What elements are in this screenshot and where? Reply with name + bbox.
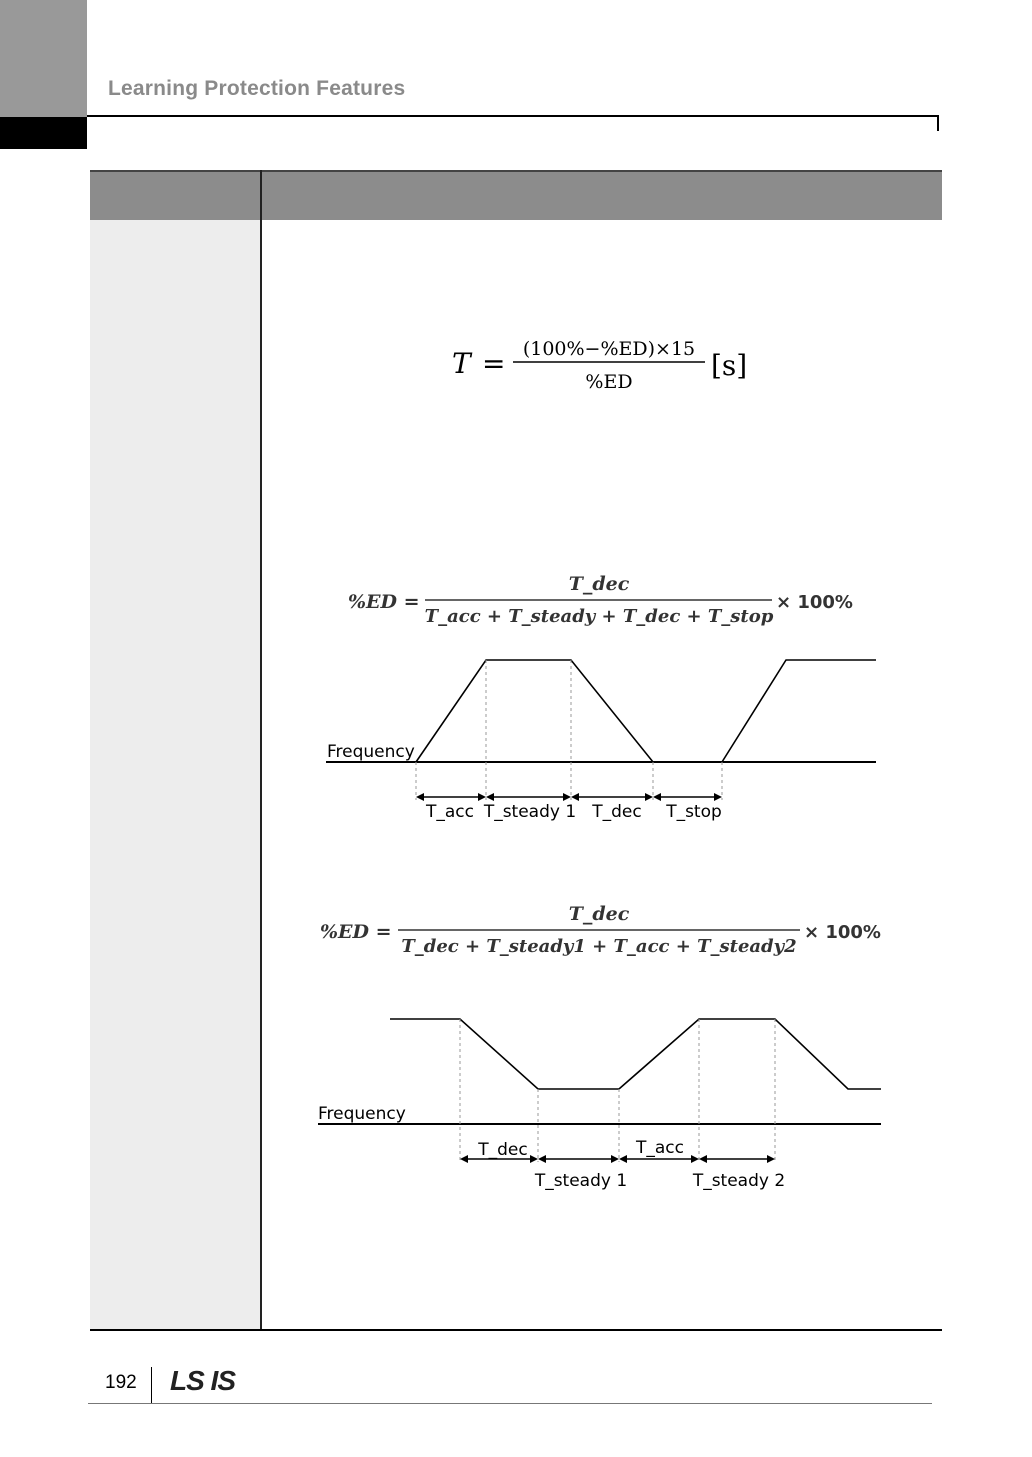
formula-ed2-numerator: T_dec — [568, 903, 630, 925]
table-bottom-rule — [90, 1329, 942, 1331]
formula-main-equals: = — [482, 347, 506, 380]
column-divider — [260, 170, 262, 1329]
diagram2-label-t-steady2: T_steady 2 — [692, 1171, 786, 1191]
ls-is-logo: LS IS — [170, 1365, 236, 1396]
formula-main-lhs: T — [452, 347, 471, 380]
diagram2-axis-label: Frequency — [318, 1104, 406, 1124]
footer-rule — [88, 1403, 932, 1404]
diagram2-label-t-steady1: T_steady 1 — [534, 1171, 628, 1191]
header-black-tab — [0, 117, 87, 149]
section-title: Learning Protection Features — [108, 77, 406, 100]
formula-ed2-denominator: T_dec + T_steady1 + T_acc + T_steady2 — [401, 936, 797, 957]
header-gray-tab — [0, 0, 87, 117]
title-rule — [87, 115, 939, 117]
diagram1-label-t-dec: T_dec — [592, 802, 642, 822]
formula-main-unit: [s] — [711, 349, 748, 382]
formula-ed2-lhs: %ED = — [320, 921, 392, 943]
diagram1-label-t-stop: T_stop — [666, 802, 722, 822]
page-number: 192 — [105, 1372, 137, 1393]
table-header-left — [90, 170, 260, 220]
formula-ed1-lhs: %ED = — [348, 591, 420, 613]
diagram1-axis-label: Frequency — [327, 742, 415, 762]
diagram2-label-t-acc: T_acc — [636, 1138, 684, 1158]
formula-ed1-numerator: T_dec — [568, 573, 630, 595]
footer-separator — [151, 1367, 152, 1404]
formula-main-numerator: (100%−%ED)×15 — [522, 338, 696, 360]
diagram1-label-t-steady1: T_steady 1 — [483, 802, 577, 822]
title-rule-tick — [937, 115, 939, 131]
formula-main-denominator: %ED — [585, 371, 633, 393]
formula-ed2-multiplier: × 100% — [804, 922, 881, 943]
table-body-left-cell — [90, 220, 260, 1329]
table-header-right — [261, 170, 942, 220]
diagram2-label-t-dec: T_dec — [478, 1140, 528, 1160]
diagram1-label-t-acc: T_acc — [426, 802, 474, 822]
formula-ed1-denominator: T_acc + T_steady + T_dec + T_stop — [424, 606, 774, 627]
parameter-table — [90, 170, 942, 1331]
formula-ed1-multiplier: × 100% — [776, 592, 853, 613]
